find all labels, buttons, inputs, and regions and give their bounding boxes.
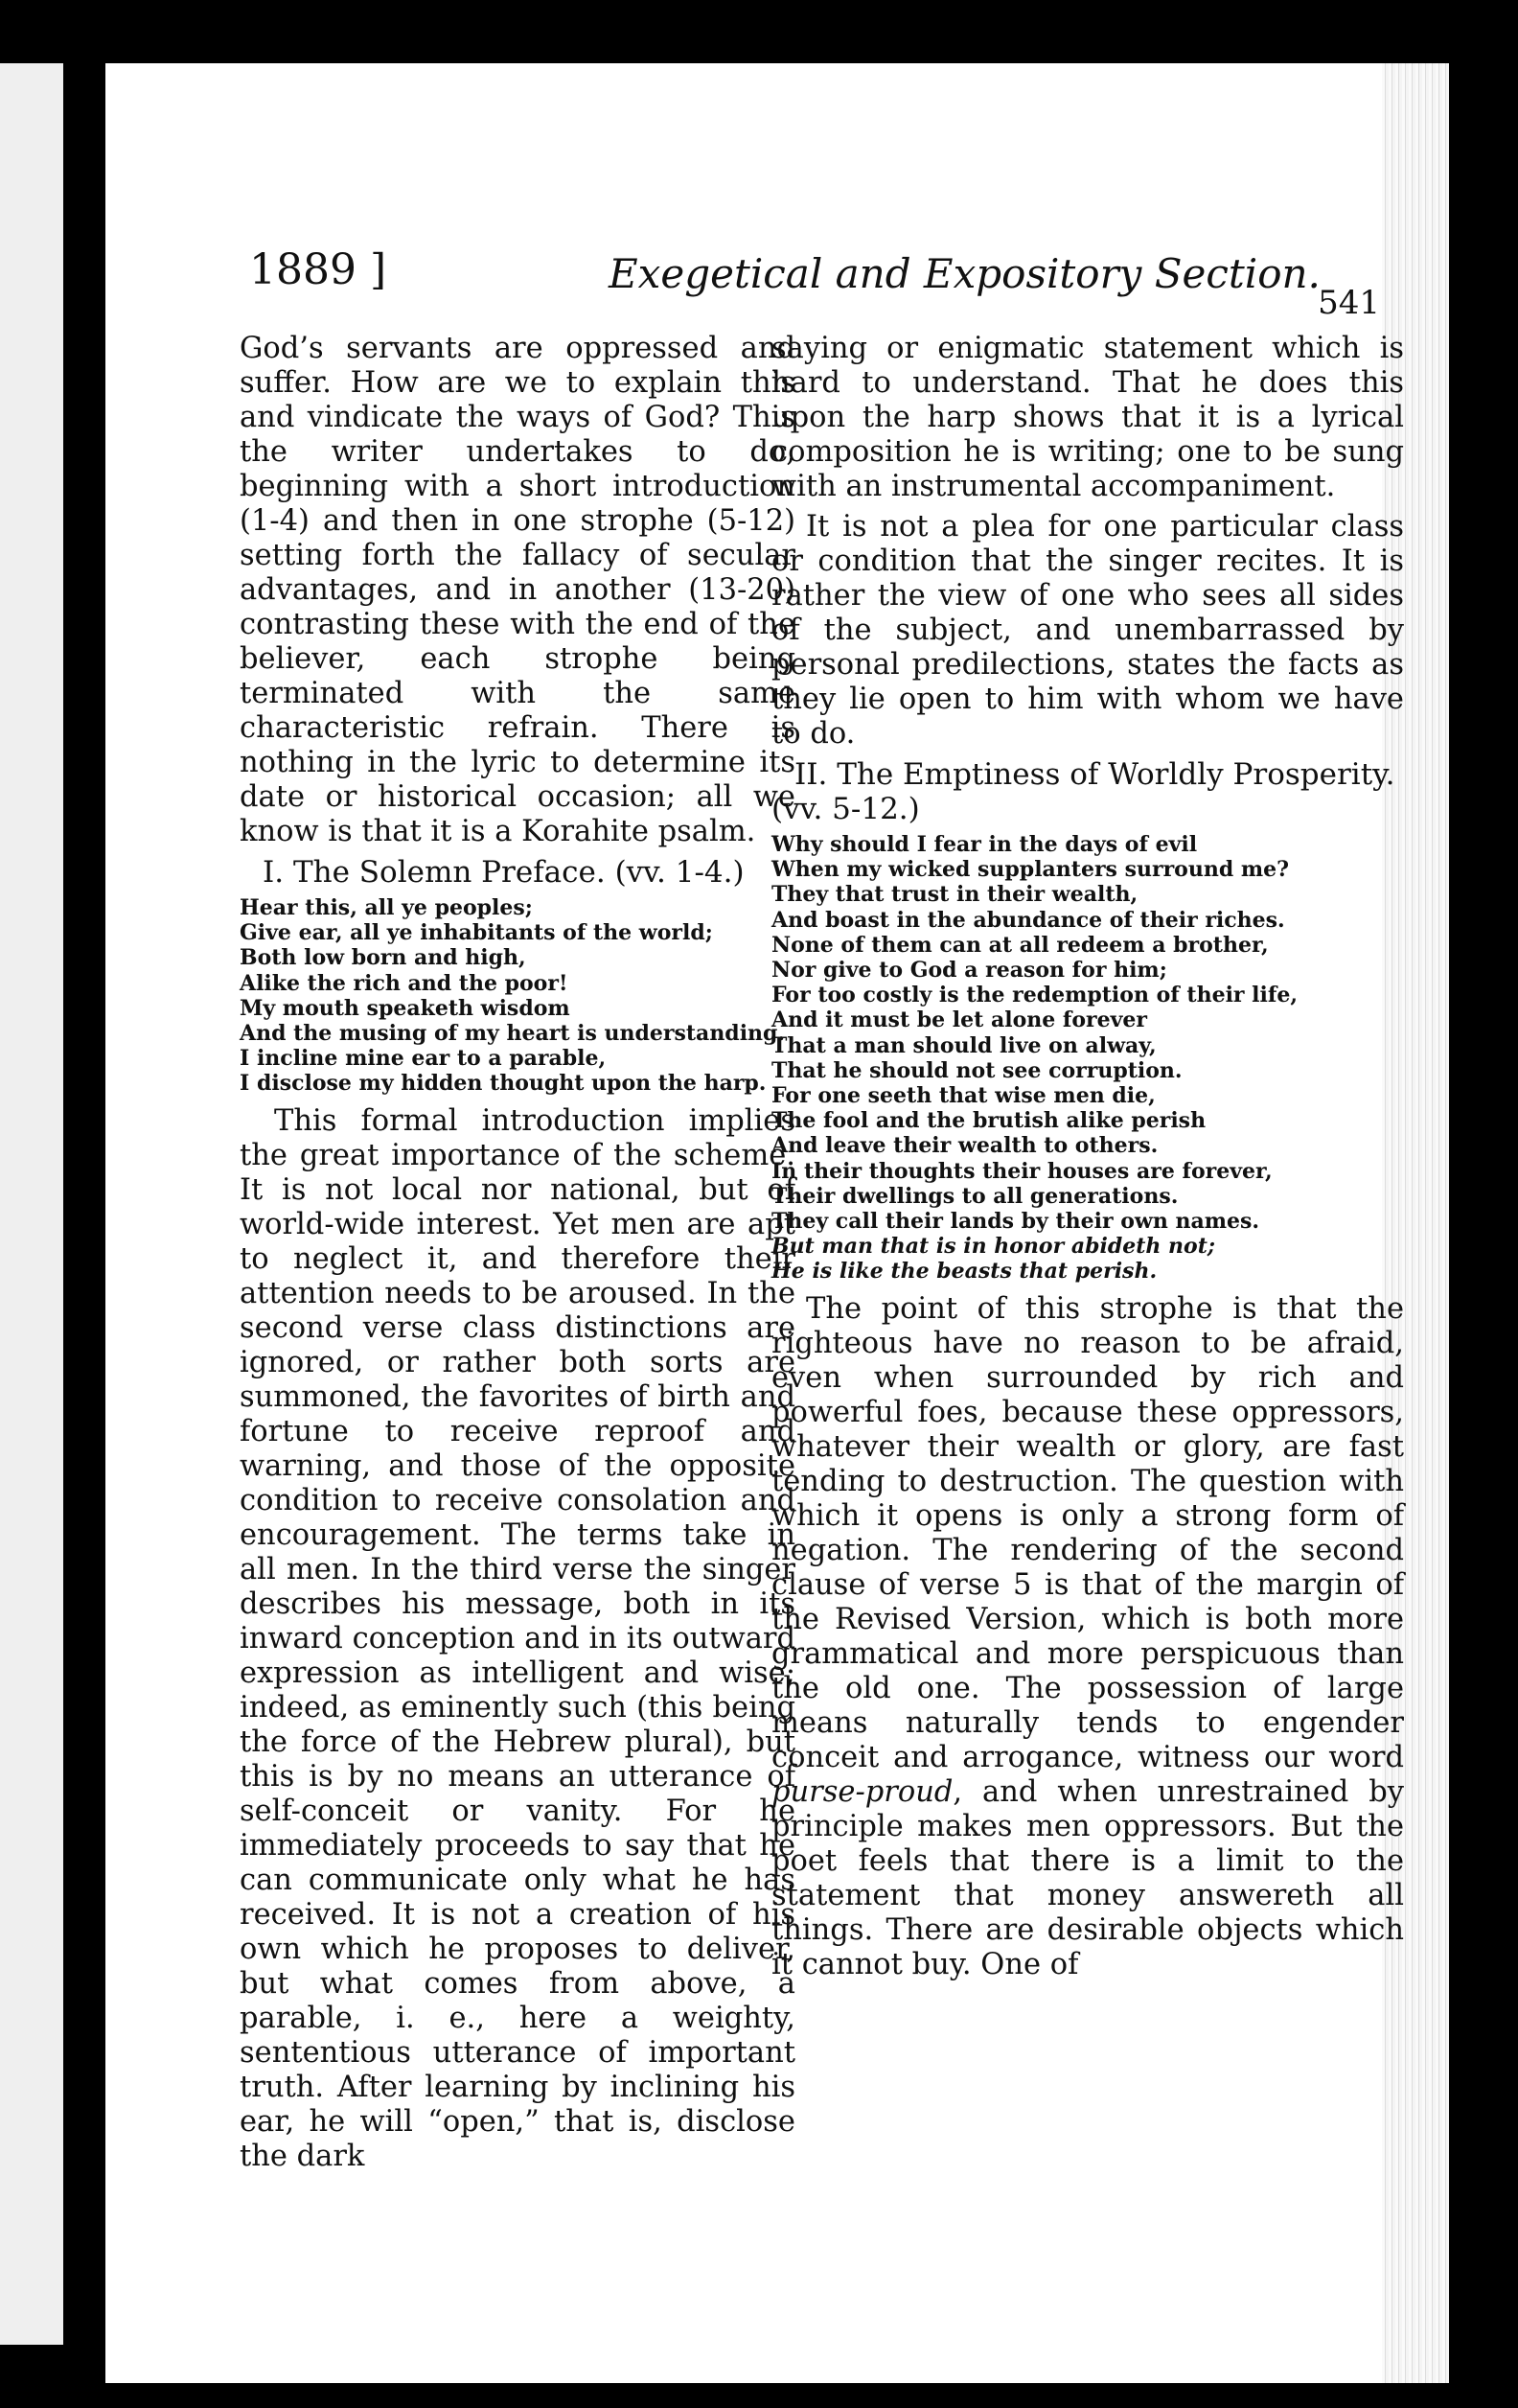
- poem-line: They that trust in their wealth,: [771, 882, 1138, 908]
- poem-line: I disclose my hidden thought upon the harp.: [240, 1071, 767, 1097]
- poem-verses-1-4: [240, 895, 795, 1097]
- poem-line: Both low born and high,: [240, 945, 526, 971]
- paragraph: saying or enigmatic statement which is hard to understand. That he does this upon the harp shows that it is a lyrical composition he is writing; one to be sung with an instrumental accompaniment.: [771, 332, 1404, 503]
- paragraph: God’s servants are oppressed and suffer. How are we to explain this and vindicate the ways of God? This the writer undertakes to do, beginning with a short introduction (1-4) and then in one strophe (5-12) setting forth the fallacy of secular advantages, and in another (13-20) contrasting these with the end of the believer, each strophe being terminated with the same characteristic refrain. There is nothing in the lyric to determine its date or historical occasion; all we know is that it is a Korahite psalm.: [240, 332, 795, 848]
- poem-line: Their dwellings to all generations.: [771, 1183, 1179, 1209]
- header-year: 1889 ]: [249, 245, 387, 294]
- poem-line: In their thoughts their houses are forever,: [771, 1158, 1273, 1184]
- poem-line: I incline mine ear to a parable,: [240, 1046, 607, 1072]
- poem-line: They call their lands by their own names.: [771, 1209, 1260, 1235]
- page-number: 541: [1318, 284, 1380, 322]
- right-column: [771, 332, 1404, 1988]
- poem-verses-5-12: [771, 832, 1404, 1285]
- section-heading-solemn-preface: I. The Solemn Preface. (vv. 1-4.): [263, 855, 745, 890]
- poem-refrain-line: He is like the beasts that perish.: [771, 1259, 1158, 1285]
- paragraph: [771, 1292, 1404, 1982]
- poem-line: My mouth speaketh wisdom: [240, 995, 570, 1021]
- running-header: [249, 245, 1380, 322]
- poem-line: Nor give to God a reason for him;: [771, 958, 1167, 984]
- poem-line: That a man should live on alway,: [771, 1032, 1157, 1058]
- book-page: [105, 63, 1449, 2383]
- poem-line: That he should not see corruption.: [771, 1057, 1183, 1083]
- paragraph: This formal introduction implies the great importance of the scheme. It is not local nor national, but of world-wide interest. Yet men are apt to neglect it, and therefore their attention needs to be aroused. In the second verse class distinctions are ignored, or rather both sorts are summoned, the favorites of birth and fortune to receive reproof and warning, and those of the opposite condition to receive consolation and encouragement. The terms take in all men. In the third verse the singer describes his message, both in its inward conception and in its outward expression as intelligent and wise; indeed, as eminently such (this being the force of the Hebrew plural), but this is by no means an utterance of self-conceit or vanity. For he immediately proceeds to say that he can communicate only what he has received. It is not a creation of his own which he proposes to deliver, but what comes from above, a parable, i. e., here a weighty, sententious utterance of important truth. After learning by inclining his ear, he will “open,” that is, disclose the dark: [240, 1103, 795, 2173]
- poem-line: And boast in the abundance of their riches.: [771, 907, 1285, 933]
- poem-line: When my wicked supplanters surround me?: [771, 857, 1290, 883]
- paragraph: It is not a plea for one particular class or condition that the singer recites. It is rather the view of one who sees all sides of the subject, and unembarrassed by personal predilections, states the facts as they lie open to him with whom we have to do.: [771, 510, 1404, 751]
- poem-line: And the musing of my heart is understanding.: [240, 1021, 786, 1047]
- poem-refrain-line: But man that is in honor abideth not;: [771, 1234, 1215, 1260]
- poem-line: Hear this, all ye peoples;: [240, 895, 533, 920]
- paragraph-text: , and when unrestrained by principle makes men oppressors. But the poet feels that there is a limit to the statement that money answereth all things. There are desirable objects which it cannot buy. One of: [771, 1774, 1404, 1981]
- section-heading-emptiness-of-prosperity: II. The Emptiness of Worldly Prosperity. (vv. 5-12.): [771, 757, 1395, 826]
- poem-line: And it must be let alone forever: [771, 1007, 1148, 1033]
- italic-term: purse-proud: [771, 1774, 954, 1809]
- poem-line: None of them can at all redeem a brother,: [771, 932, 1269, 958]
- poem-line: Alike the rich and the poor!: [240, 970, 568, 996]
- poem-line: For one seeth that wise men die,: [771, 1083, 1156, 1109]
- running-title: Exegetical and Expository Section.: [609, 250, 1321, 297]
- paragraph-text: The point of this strophe is that the righteous have no reason to be afraid, even when surrounded by rich and powerful foes, because these oppressors, whatever their wealth or glory, are fast tending to destruction. The question with which it opens is only a strong form of negation. The rendering of the second clause of verse 5 is that of the margin of the Revised Version, which is both more grammatical and more perspicuous than the old one. The possession of large means naturally tends to engender conceit and arrogance, witness our word: [771, 1291, 1404, 1774]
- poem-line: The fool and the brutish alike perish: [771, 1108, 1207, 1134]
- poem-line: Give ear, all ye inhabitants of the world;: [240, 920, 713, 946]
- poem-line: Why should I fear in the days of evil: [771, 832, 1198, 857]
- poem-line: And leave their wealth to others.: [771, 1133, 1159, 1159]
- previous-page-edge: [0, 63, 63, 2345]
- left-column: [240, 332, 795, 2180]
- poem-line: For too costly is the redemption of their life,: [771, 983, 1299, 1008]
